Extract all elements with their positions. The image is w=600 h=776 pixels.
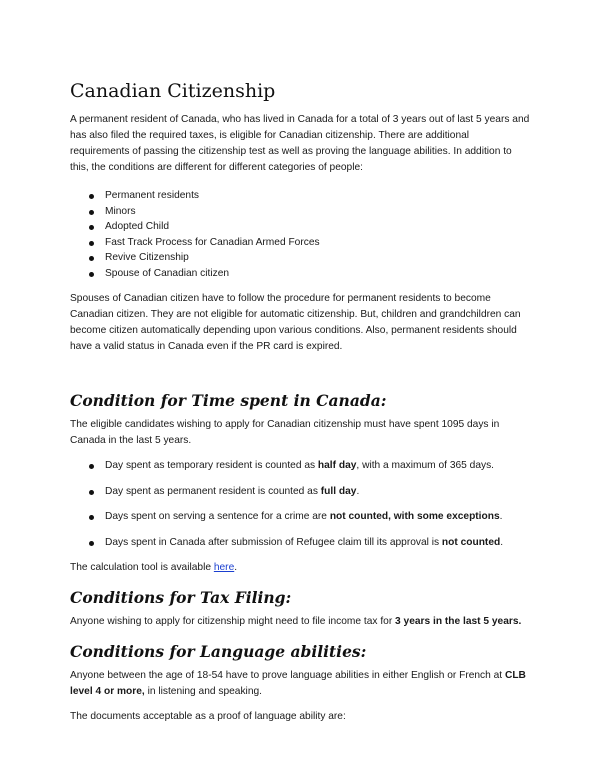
bullet-icon bbox=[89, 272, 94, 277]
list-item: Revive Citizenship bbox=[70, 250, 530, 266]
list-item: Days spent in Canada after submission of Refugee claim till its approval is not counted. bbox=[70, 535, 530, 551]
bullet-icon bbox=[89, 515, 94, 520]
bullet-icon bbox=[89, 464, 94, 469]
bullet-icon bbox=[89, 210, 94, 215]
bullet-icon bbox=[89, 490, 94, 495]
time-intro: The eligible candidates wishing to apply for Canadian citizenship must have spent 1095 days in Canada in the last 5 years. bbox=[70, 419, 500, 446]
bullet-icon bbox=[89, 194, 94, 199]
language-documents-line: The documents acceptable as a proof of language ability are: bbox=[70, 711, 346, 722]
list-item: Adopted Child bbox=[70, 219, 530, 235]
time-heading: Condition for Time spent in Canada: bbox=[70, 391, 387, 410]
page-title: Canadian Citizenship bbox=[70, 80, 276, 102]
spouse-paragraph: Spouses of Canadian citizen have to follow the procedure for permanent residents to become Canadian citizen. They are not eligible for automatic citizenship. But, children and grandchildren can become citizen automatically depending upon various conditions. Also, permanent residents should have a valid status in Canada even if the PR card is expired. bbox=[70, 293, 521, 352]
bullet-icon bbox=[89, 256, 94, 261]
language-heading: Conditions for Language abilities: bbox=[70, 642, 367, 661]
list-item: Fast Track Process for Canadian Armed Forces bbox=[70, 235, 530, 251]
list-item: Day spent as temporary resident is counted as half day, with a maximum of 365 days. bbox=[70, 458, 530, 474]
calculation-tool-link[interactable]: here bbox=[213, 562, 235, 573]
tax-heading: Conditions for Tax Filing: bbox=[70, 588, 292, 607]
intro-paragraph: A permanent resident of Canada, who has lived in Canada for a total of 3 years out of last 5 years and has also filed the required taxes, is eligible for Canadian citizenship. There are additional requirements of passing the citizenship test as well as proving the language abilities. In addition to this, the conditions are different for different categories of people: bbox=[70, 114, 530, 173]
list-item: Days spent on serving a sentence for a crime are not counted, with some exceptions. bbox=[70, 509, 530, 525]
category-list bbox=[70, 188, 530, 281]
list-item: Day spent as permanent resident is counted as full day. bbox=[70, 484, 530, 500]
list-item: Minors bbox=[70, 204, 530, 220]
bullet-icon bbox=[89, 541, 94, 546]
bullet-icon bbox=[89, 241, 94, 246]
time-rules-list bbox=[70, 458, 530, 550]
tax-paragraph: Anyone wishing to apply for citizenship might need to file income tax for 3 years in the last 5 years. bbox=[70, 616, 522, 627]
list-item: Spouse of Canadian citizen bbox=[70, 266, 530, 282]
calculation-tool-line: The calculation tool is available here. bbox=[70, 562, 238, 573]
list-item: Permanent residents bbox=[70, 188, 530, 204]
bullet-icon bbox=[89, 225, 94, 230]
language-paragraph: Anyone between the age of 18-54 have to prove language abilities in either English or French at CLB level 4 or more, in listening and speaking. bbox=[70, 670, 526, 697]
